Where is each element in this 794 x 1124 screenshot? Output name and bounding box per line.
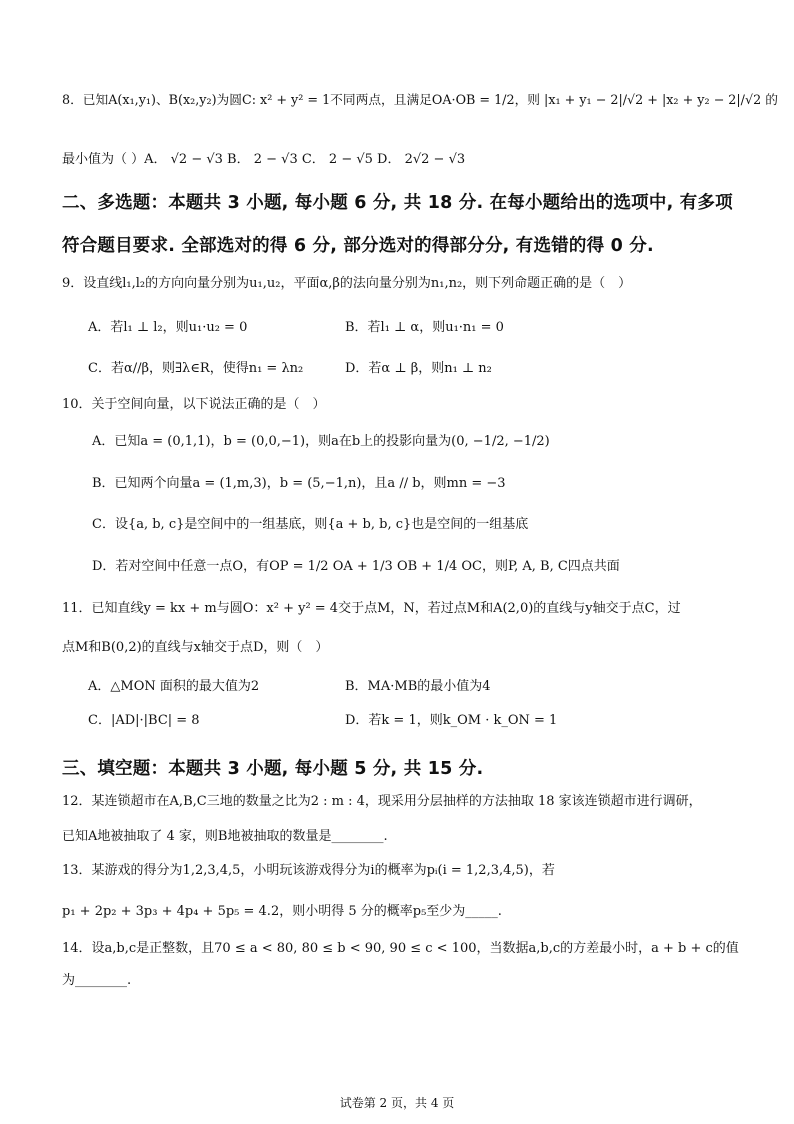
q10-option-d: D．若对空间中任意一点O，有OP = 1/2 OA + 1/3 OB + 1/4 OC，则P, A, B, C四点共面 — [92, 559, 620, 574]
q11-option-d: D．若k = 1，则k_OM · k_ON = 1 — [345, 713, 558, 728]
q10-stem: 10．关于空间向量，以下说法正确的是（ ） — [62, 397, 326, 412]
q11-line2: 点M和B(0,2)的直线与x轴交于点D，则（ ） — [62, 640, 329, 655]
page-footer: 试卷第 2 页，共 4 页 — [339, 1096, 455, 1110]
q9-option-b: B．若l₁ ⊥ α，则u₁·n₁ = 0 — [345, 320, 504, 335]
q10-option-c: C．设{a, b, c}是空间中的一组基底，则{a + b, b, c}也是空间的一组基底 — [92, 517, 529, 532]
section3-heading: 三、填空题：本题共 3 小题, 每小题 5 分, 共 15 分. — [62, 759, 484, 779]
q13-line1: 13．某游戏的得分为1,2,3,4,5，小明玩该游戏得分为i的概率为pᵢ(i = 1,2,3,4,5)，若 — [62, 863, 555, 878]
q9-option-a: A．若l₁ ⊥ l₂，则u₁·u₂ = 0 — [88, 320, 248, 335]
q10-option-a: A．已知a = (0,1,1)，b = (0,0,−1)，则a在b上的投影向量为(0, −1/2, −1/2) — [92, 434, 550, 449]
q11-option-b: B．MA·MB的最小值为4 — [345, 679, 491, 694]
q10-option-b: B．已知两个向量a = (1,m,3)，b = (5,−1,n)，且a // b，则mn = −3 — [92, 476, 506, 491]
section2-heading-line2: 符合题目要求. 全部选对的得 6 分, 部分选对的得部分分, 有选错的得 0 分. — [62, 236, 654, 256]
q8-line2: 最小值为（ ）A． √2 − √3 B． 2 − √3 C． 2 − √5 D． 2√2 − √3 — [62, 152, 466, 167]
q13-line2: p₁ + 2p₂ + 3p₃ + 4p₄ + 5p₅ = 4.2，则小明得 5 分的概率p₅至少为_____. — [62, 904, 502, 919]
q9-stem: 9．设直线l₁,l₂的方向向量分别为u₁,u₂，平面α,β的法向量分别为n₁,n₂，则下列命题正确的是（ ） — [62, 276, 632, 291]
q9-option-c: C．若α//β，则∃λ∈R，使得n₁ = λn₂ — [88, 361, 304, 376]
section2-heading-line1: 二、多选题：本题共 3 小题, 每小题 6 分, 共 18 分. 在每小题给出的选项中, 有多项 — [62, 193, 733, 213]
q11-line1: 11．已知直线y = kx + m与圆O：x² + y² = 4交于点M，N，若过点M和A(2,0)的直线与y轴交于点C，过 — [62, 601, 681, 616]
q11-option-a: A．△MON 面积的最大值为2 — [88, 679, 260, 694]
q8-line1: 8．已知A(x₁,y₁)、B(x₂,y₂)为圆C: x² + y² = 1不同两点，且满足OA·OB = 1/2，则 |x₁ + y₁ − 2|/√2 + |x₂ + y₂ − 2|/√2 的 — [62, 92, 778, 107]
q12-line2: 已知A地被抽取了 4 家，则B地被抽取的数量是________. — [62, 829, 388, 844]
q11-option-c: C．|AD|·|BC| = 8 — [88, 713, 200, 728]
q14-line2: 为________. — [62, 973, 132, 988]
q12-line1: 12．某连锁超市在A,B,C三地的数量之比为2 : m : 4，现采用分层抽样的方法抽取 18 家该连锁超市进行调研， — [62, 794, 702, 809]
q14-line1: 14．设a,b,c是正整数，且70 ≤ a < 80, 80 ≤ b < 90, 90 ≤ c < 100，当数据a,b,c的方差最小时，a + b + c的值 — [62, 941, 739, 956]
q9-option-d: D．若α ⊥ β，则n₁ ⊥ n₂ — [345, 361, 492, 376]
